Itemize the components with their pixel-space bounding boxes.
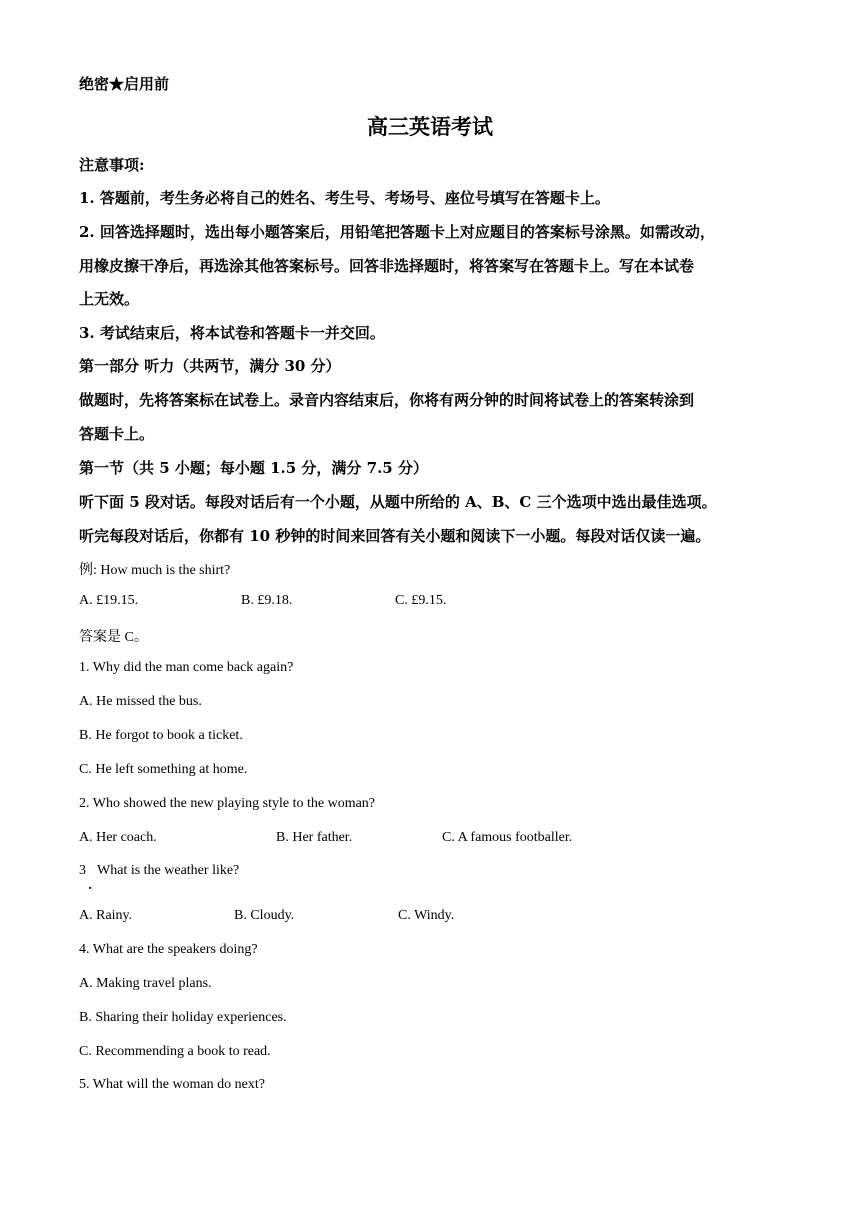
question-3-dot: · [88,881,93,895]
part1-intro-line-1: 做题时，先将答案标在试卷上。录音内容结束后，你将有两分钟的时间将试卷上的答案转涂到 [79,391,695,409]
notes-heading: 注意事项: [79,156,145,174]
question-2: 2. Who showed the new playing style to the woman? [79,796,376,811]
question-1-option-a: A. He missed the bus. [79,694,202,709]
example-option-a: A. £19.15. [79,593,139,608]
question-5: 5. What will the woman do next? [79,1077,265,1092]
confidential-label: 绝密★启用前 [79,75,170,93]
example-question: 例: How much is the shirt? [79,563,231,578]
question-2-option-c: C. A famous footballer. [442,830,573,845]
example-answer: 答案是 C。 [79,630,148,645]
page-title: 高三英语考试 [367,114,493,139]
question-2-option-b: B. Her father. [276,830,353,845]
question-3-option-b: B. Cloudy. [234,908,295,923]
note-item-2-line-1: 2. 回答选择题时，选出每小题答案后，用铅笔把答题卡上对应题目的答案标号涂黑。如需改动， [79,223,715,241]
note-item-1: 1. 答题前，考生务必将自己的姓名、考生号、考场号、座位号填写在答题卡上。 [79,189,610,207]
question-1-option-b: B. He forgot to book a ticket. [79,728,243,743]
question-3-number: 3 [79,863,86,878]
note-item-2-line-3: 上无效。 [79,290,140,308]
question-4-option-a: A. Making travel plans. [79,976,212,991]
example-option-b: B. £9.18. [241,593,293,608]
question-3: What is the weather like? [97,863,240,878]
section1-instructions-line-1: 听下面 5 段对话。每段对话后有一个小题，从题中所给的 A、B、C 三个选项中选出最佳选项。 [79,493,717,511]
question-1-option-c: C. He left something at home. [79,762,248,777]
example-option-c: C. £9.15. [395,593,447,608]
question-4: 4. What are the speakers doing? [79,942,258,957]
part1-intro-line-2: 答题卡上。 [79,425,155,443]
question-2-option-a: A. Her coach. [79,830,157,845]
section1-heading: 第一节（共 5 小题；每小题 1.5 分，满分 7.5 分） [79,459,428,477]
part1-heading: 第一部分 听力（共两节，满分 30 分） [79,357,341,375]
note-item-2-line-2: 用橡皮擦干净后，再选涂其他答案标号。回答非选择题时，将答案写在答题卡上。写在本试卷 [79,257,695,275]
note-item-3: 3. 考试结束后，将本试卷和答题卡一并交回。 [79,324,385,342]
question-1: 1. Why did the man come back again? [79,660,294,675]
section1-instructions-line-2: 听完每段对话后，你都有 10 秒钟的时间来回答有关小题和阅读下一小题。每段对话仅读一遍。 [79,527,711,545]
question-3-option-a: A. Rainy. [79,908,133,923]
question-3-option-c: C. Windy. [398,908,455,923]
question-4-option-b: B. Sharing their holiday experiences. [79,1010,287,1025]
question-4-option-c: C. Recommending a book to read. [79,1044,271,1059]
